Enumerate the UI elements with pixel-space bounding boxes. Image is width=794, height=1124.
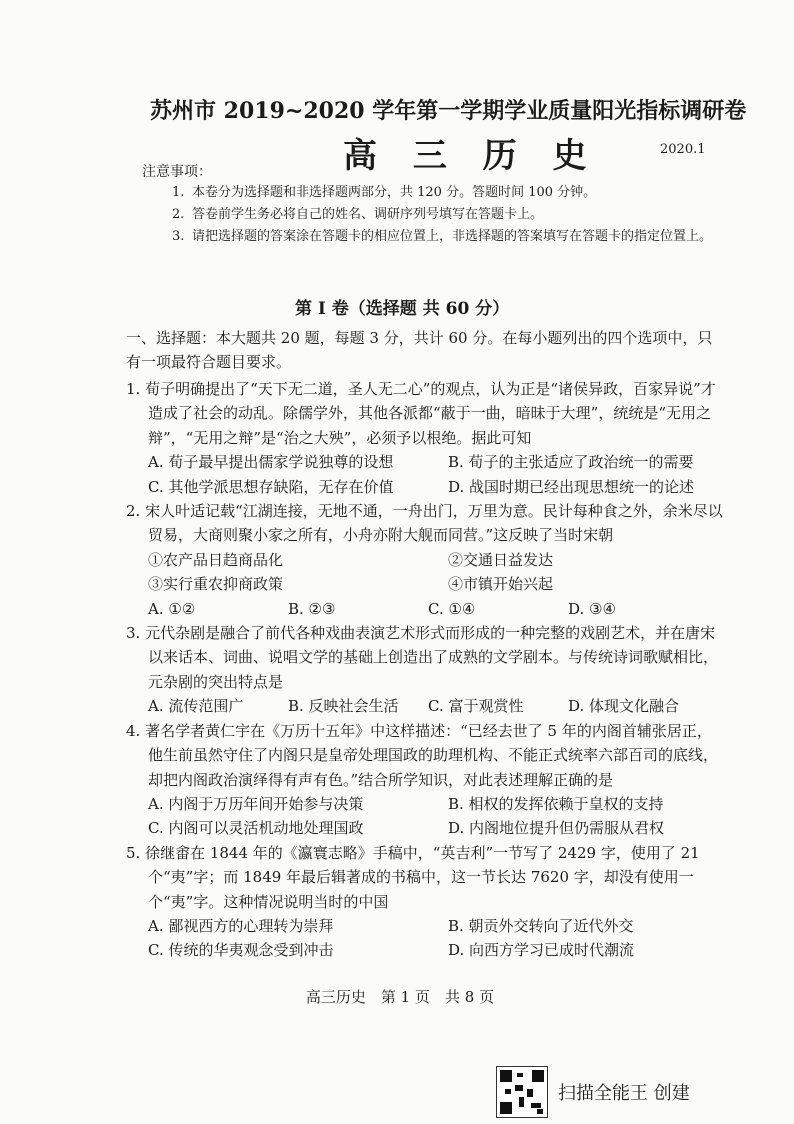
option-d: D. 体现文化融合: [568, 697, 680, 716]
note-text: 本卷分为选择题和非选择题两部分，共 120 分。答题时间 100 分钟。: [192, 185, 597, 200]
question-5: [126, 841, 726, 963]
option-c: C. ①④: [428, 599, 476, 618]
option-a: A. ①②: [148, 599, 196, 618]
section-title: 第 I 卷（选择题 共 60 分）: [295, 299, 510, 319]
option-c: C. 富于观赏性: [428, 697, 524, 716]
note-number: 3.: [172, 229, 185, 244]
question-options: [126, 597, 726, 621]
question-stem: 4. 著名学者黄仁宇在《万历十五年》中这样描述：“已经去世了 5 年的内阁首辅张居正，他生前虽然守住了内阁只是皇帝处理国政的助理机构、不能正式统率六部百司的底线，却把内阁政治演绎得有声有色。”结合所学知识，对此表述理解正确的是: [126, 721, 719, 789]
notes-heading: 注意事项：: [142, 164, 212, 180]
scanner-label: 扫描全能王 创建: [558, 1083, 690, 1104]
question-options: [126, 694, 726, 718]
note-number: 1.: [172, 185, 185, 200]
question-options: [126, 450, 726, 499]
question-4: [126, 719, 726, 841]
statement-2: ②交通日益发达: [448, 550, 554, 569]
statement-4: ④市镇开始兴起: [448, 575, 554, 594]
option-b: B. 荀子的主张适应了政治统一的需要: [448, 453, 694, 472]
option-d: D. 战国时期已经出现思想统一的论述: [448, 477, 695, 496]
option-d: D. 向西方学习已成时代潮流: [448, 941, 635, 960]
question-options: [126, 914, 726, 963]
option-a: A. 鄙视西方的心理转为崇拜: [148, 916, 334, 935]
option-a: A. 荀子最早提出儒家学说独尊的设想: [148, 453, 394, 472]
option-a: A. 流传范围广: [148, 697, 244, 716]
statement-3: ③实行重农抑商政策: [148, 575, 284, 594]
note-item: [172, 182, 712, 204]
statement-1: ①农产品日趋商品化: [148, 550, 284, 569]
note-text: 请把选择题的答案涂在答题卡的相应位置上，非选择题的答案填写在答题卡的指定位置上。: [192, 229, 713, 244]
question-statements: [126, 548, 726, 597]
option-c: C. 内阁可以灵活机动地处理国政: [148, 819, 364, 838]
question-options: [126, 792, 726, 841]
option-b: B. 相权的发挥依赖于皇权的支持: [448, 794, 664, 813]
option-c: C. 传统的华夷观念受到冲击: [148, 941, 334, 960]
option-b: B. ②③: [288, 599, 336, 618]
exam-main-title: 苏州市 2019~2020 学年第一学期学业质量阳光指标调研卷: [150, 98, 747, 124]
note-text: 答卷前学生务必将自己的姓名、调研序列号填写在答题卡上。: [192, 207, 544, 222]
question-list: [126, 377, 726, 963]
option-d: D. 内阁地位提升但仍需服从君权: [448, 819, 665, 838]
exam-date: 2020.1: [660, 142, 706, 157]
qr-code-icon: [496, 1066, 548, 1118]
notes-list: [172, 182, 712, 248]
question-stem: 1. 荀子明确提出了“天下无二道，圣人无二心”的观点，认为正是“诸侯异政，百家异说”才造成了社会的动乱。除儒学外，其他各派都“蔽于一曲，暗昧于大理”，统统是“无用之辩”，“无用之辩”是“治之大殃”，必须予以根绝。据此可知: [126, 380, 716, 447]
note-number: 2.: [172, 207, 185, 222]
page-footer: 高三历史 第 1 页 共 8 页: [305, 988, 495, 1006]
option-c: C. 其他学派思想存缺陷，无存在价值: [148, 477, 394, 496]
option-b: B. 朝贡外交转向了近代外交: [448, 916, 634, 935]
question-1: [126, 377, 726, 499]
question-3: [126, 621, 726, 719]
note-item: [172, 204, 712, 226]
option-b: B. 反映社会生活: [288, 697, 399, 716]
note-item: [172, 226, 712, 248]
question-stem: 5. 徐继畬在 1844 年的《瀛寰志略》手稿中，“英吉利”一节写了 2429 字，使用了 21 个“夷”字；而 1849 年最后辑著成的书稿中，这一节长达 7620 字，却没有使用一个“夷”字。这种情况说明当时的中国: [126, 843, 700, 911]
section-instructions: 一、选择题：本大题共 20 题，每题 3 分，共计 60 分。在每小题列出的四个选项中，只有一项最符合题目要求。: [126, 329, 713, 371]
option-a: A. 内阁于万历年间开始参与决策: [148, 794, 364, 813]
question-2: [126, 499, 726, 621]
exam-subject-title: 高 三 历 史: [343, 136, 599, 176]
question-stem: 2. 宋人叶适记载“江湖连接，无地不通，一舟出门，万里为意。民计每种食之外，余米尽以贸易，大商则聚小家之所有，小舟亦附大舰而同营。”这反映了当时宋朝: [126, 502, 723, 545]
option-d: D. ③④: [568, 599, 616, 618]
scanner-watermark: [496, 1064, 690, 1120]
question-stem: 3. 元代杂剧是融合了前代各种戏曲表演艺术形式而形成的一种完整的戏剧艺术，并在唐宋以来话本、词曲、说唱文学的基础上创造出了成熟的文学剧本。与传统诗词歌赋相比，元杂剧的突出特点是: [126, 624, 719, 691]
